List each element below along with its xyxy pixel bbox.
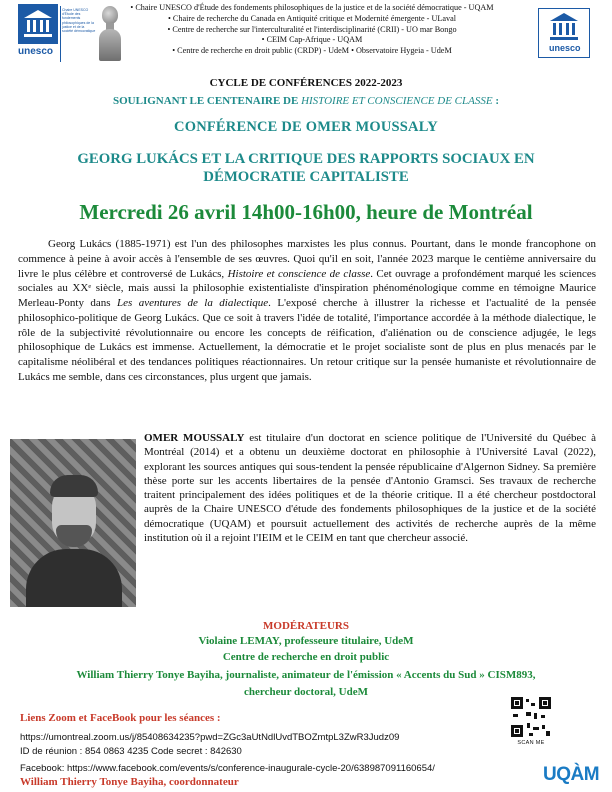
moderator-line: chercheur doctoral, UdeM	[244, 686, 368, 698]
meeting-id: ID de réunion : 854 0863 4235 Code secret : 842630	[20, 746, 242, 757]
abstract-text: . L'exposé cherche à illustrer la richesse et l'actualité de la pensée philosophico-politique de Georg Lukács. Que ce soit à travers l'idée de totalité, l'importance accordée à la méthode dialectique, le rôle de la subjectivité révolutionnaire ou encore les concepts de réification, d'aliénation ou de conscience adjugée, le legs philosophique de Lukács est immense. Actuellement, la démocratie et le projet socialiste sont de plus en plus menacés par le capitalisme néolibéral et des tendances politiques réactionnaires. Un retour critique sur la pensée humaniste et révolutionnaire de Lukács me semble, dans ces circonstances, plus urgent que jamais.	[18, 297, 596, 383]
facebook-link[interactable]: Facebook: https://www.facebook.com/events/s/conference-inaugurale-cycle-20/638987091160654/	[20, 763, 435, 774]
centenaire-prefix: SOULIGNANT LE CENTENAIRE DE	[113, 95, 302, 107]
cycle-title: CYCLE DE CONFÉRENCES 2022-2023	[209, 77, 403, 89]
links-heading: Liens Zoom et FaceBook pour les séances :	[20, 712, 221, 724]
zoom-link[interactable]: https://umontreal.zoom.us/j/85408634235?pwd=ZGc3aUtNdlUvdTBOZmtpL3ZwR3Judz09	[20, 732, 400, 743]
organization-line: • Chaire UNESCO d'Étude des fondements philosophiques de la justice et de la société démocratique - UQAM	[130, 3, 494, 12]
centenaire-line	[0, 95, 612, 107]
centenaire-suffix: :	[492, 95, 499, 107]
unesco-wordmark: unesco	[18, 46, 54, 57]
moderator-line: William Thierry Tonye Bayiha, journaliste, animateur de l'émission « Accents du Sud » CISM893,	[76, 669, 536, 681]
organization-line: • Centre de recherche en droit public (CRDP) - UdeM • Observatoire Hygeia - UdeM	[172, 46, 452, 56]
conference-title: CONFÉRENCE DE OMER MOUSSALY	[174, 119, 438, 135]
speaker-photo	[10, 439, 136, 607]
qr-code-icon[interactable]	[511, 697, 551, 737]
abstract-text: . Cet ouvrage a profondément marqué les sciences sociales au XXᵉ siècle, mais aussi la philosophie existentialiste d'inspiration phénoménologique comme en témoigne Maurice Merleau-Ponty dans	[18, 267, 596, 309]
uqam-logo: UQÀM	[543, 764, 600, 785]
organization-line: • Chaire de recherche du Canada en Antiquité critique et Modernité émergente - ULaval	[167, 13, 457, 23]
moderator-line: Violaine LEMAY, professeure titulaire, UdeM	[198, 635, 414, 647]
unesco-emblem	[18, 4, 58, 44]
unesco-logo-right	[538, 8, 590, 58]
bust-image	[98, 6, 122, 62]
centenaire-book-title: HISTOIRE ET CONSCIENCE DE CLASSE	[301, 95, 493, 107]
temple-icon	[550, 13, 578, 41]
abstract-paragraph	[18, 237, 596, 385]
coordinator-name: William Thierry Tonye Bayiha, coordonnateur	[20, 776, 239, 788]
abstract-book-title: Histoire et conscience de classe	[227, 267, 371, 280]
unesco-logo-left	[18, 4, 96, 68]
event-date: Mercredi 26 avril 14h00-16h00, heure de Montréal	[79, 200, 533, 224]
organization-line: • Centre de recherche sur l'interculturalité et l'interdisciplinarité (CRII) - UO mar Bongo	[167, 24, 457, 34]
speaker-bio-text: est titulaire d'un doctorat en science politique de l'Université du Québec à Montréal (2014) et a obtenu un deuxième doctorat en philosophie à l'Université Laval (2022), explorant les sources antiques qui sous-tendent la pensée républicaine d'Algernon Sidney. Sa première thèse porte sur les accents libertaires de la pensée d'Antonio Gramsci. Ses travaux de recherche traitent principalement des idées politiques et de la théorie critique. Il a été chercheur postdoctoral auprès de la Chaire UNESCO d'étude des fondements philosophiques de la justice et de la société démocratique (UQAM) et poursuit actuellement des activités de recherche auprès de la même institution où il a rejoint l'IEIM et le CEIM en tant que chercheur associé.	[144, 432, 596, 545]
logo-divider	[60, 6, 61, 62]
speaker-bio	[144, 431, 596, 545]
abstract-book-title: Les aventures de la dialectique	[117, 297, 269, 309]
speaker-name: OMER MOUSSALY	[144, 432, 245, 444]
moderators-heading: MODÉRATEURS	[263, 620, 349, 632]
organizations-list	[124, 3, 500, 57]
moderator-line: Centre de recherche en droit public	[222, 651, 390, 663]
organization-line: • CEIM Cap-Afrique - UQAM	[261, 35, 363, 45]
scan-me-label: SCAN ME	[517, 740, 545, 746]
talk-title: GEORG LUKÁCS ET LA CRITIQUE DES RAPPORTS SOCIAUX EN DÉMOCRATIE CAPITALISTE	[77, 151, 535, 185]
abstract-text: Georg Lukács (1885-1971) est l'un des philosophes marxistes les plus connus. Pourtant, dans le monde francophone on commence à peine à avoir accès à l'ensemble de ses œuvres. Quoi qu'il en soit, l'année 2023 marque le centième anniversaire du livre le plus célèbre et controversé de Lukács,	[18, 238, 596, 280]
temple-icon	[24, 10, 52, 38]
unesco-chair-subtitle: Chaire UNESCO d'Étude des fondements philosophiques de la justice et de la société démocratique	[62, 8, 96, 34]
unesco-wordmark: unesco	[549, 43, 581, 53]
